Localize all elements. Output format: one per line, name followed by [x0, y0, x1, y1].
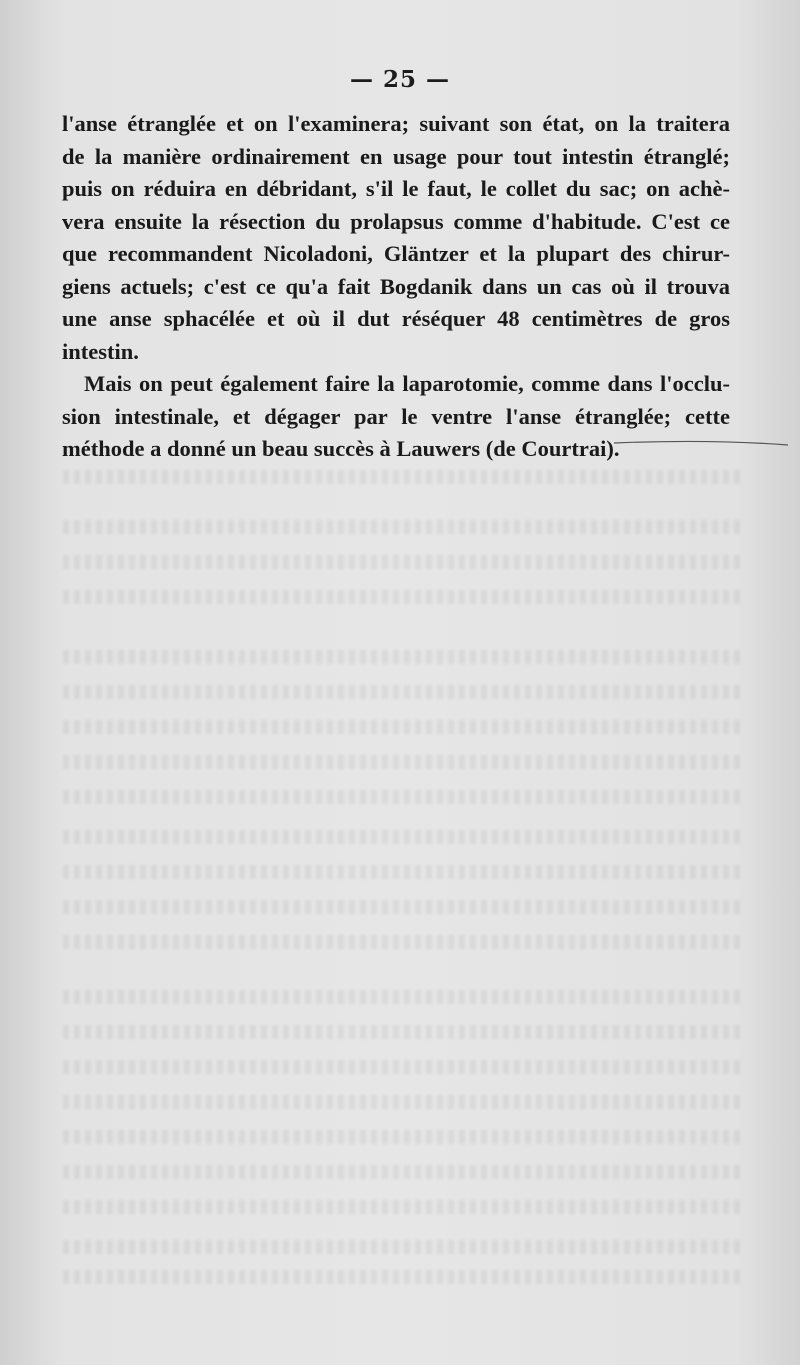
text-line: sion intestinale, et dégager par le ventre l'anse étranglée; cette: [62, 403, 730, 429]
text-line: méthode a donné un beau succès à Lauwers (de Courtrai).: [62, 436, 620, 461]
text-line: l'anse étranglée et on l'examinera; suivant son état, on la traitera: [62, 111, 730, 136]
bleed-through-texture: [60, 1165, 740, 1179]
body-text: [62, 108, 730, 466]
bleed-through-texture: [60, 555, 740, 569]
bleed-through-texture: [60, 470, 740, 484]
bleed-through-texture: [60, 1270, 740, 1284]
bleed-through-texture: [60, 830, 740, 844]
page-number: — 25 —: [349, 66, 451, 93]
bleed-through-texture: [60, 1025, 740, 1039]
bleed-through-texture: [60, 685, 740, 699]
bleed-through-texture: [60, 1095, 740, 1109]
bleed-through-texture: [60, 520, 740, 534]
paragraph: [62, 108, 730, 368]
bleed-through-texture: [60, 865, 740, 879]
text-line: puis on réduira en débridant, s'il le faut, le collet du sac; on achè-: [62, 176, 730, 201]
bleed-through-texture: [60, 1130, 740, 1144]
bleed-through-texture: [60, 650, 740, 664]
bleed-through-texture: [60, 755, 740, 769]
bleed-through-texture: [60, 590, 740, 604]
bleed-through-texture: [60, 935, 740, 949]
paragraph: [62, 368, 730, 466]
text-line: intestin.: [62, 338, 139, 364]
bleed-through-texture: [60, 900, 740, 914]
text-line: une anse sphacélée et où il dut réséquer 48 centimètres de gros: [62, 306, 730, 331]
bleed-through-texture: [60, 790, 740, 804]
text-line: giens actuels; c'est ce qu'a fait Bogdanik dans un cas où il trouva: [62, 273, 730, 299]
text-line: Mais on peut également faire la laparotomie, comme dans l'occlu-: [84, 371, 730, 396]
bleed-through-texture: [60, 990, 740, 1004]
bleed-through-texture: [60, 1240, 740, 1254]
text-line: vera ensuite la résection du prolapsus comme d'habitude. C'est ce: [62, 208, 730, 234]
bleed-through-texture: [60, 720, 740, 734]
bleed-through-texture: [60, 1200, 740, 1214]
bleed-through-texture: [60, 1060, 740, 1074]
text-line: de la manière ordinairement en usage pour tout intestin étranglé;: [62, 143, 730, 169]
text-line: que recommandent Nicoladoni, Gläntzer et la plupart des chirur-: [62, 241, 730, 266]
